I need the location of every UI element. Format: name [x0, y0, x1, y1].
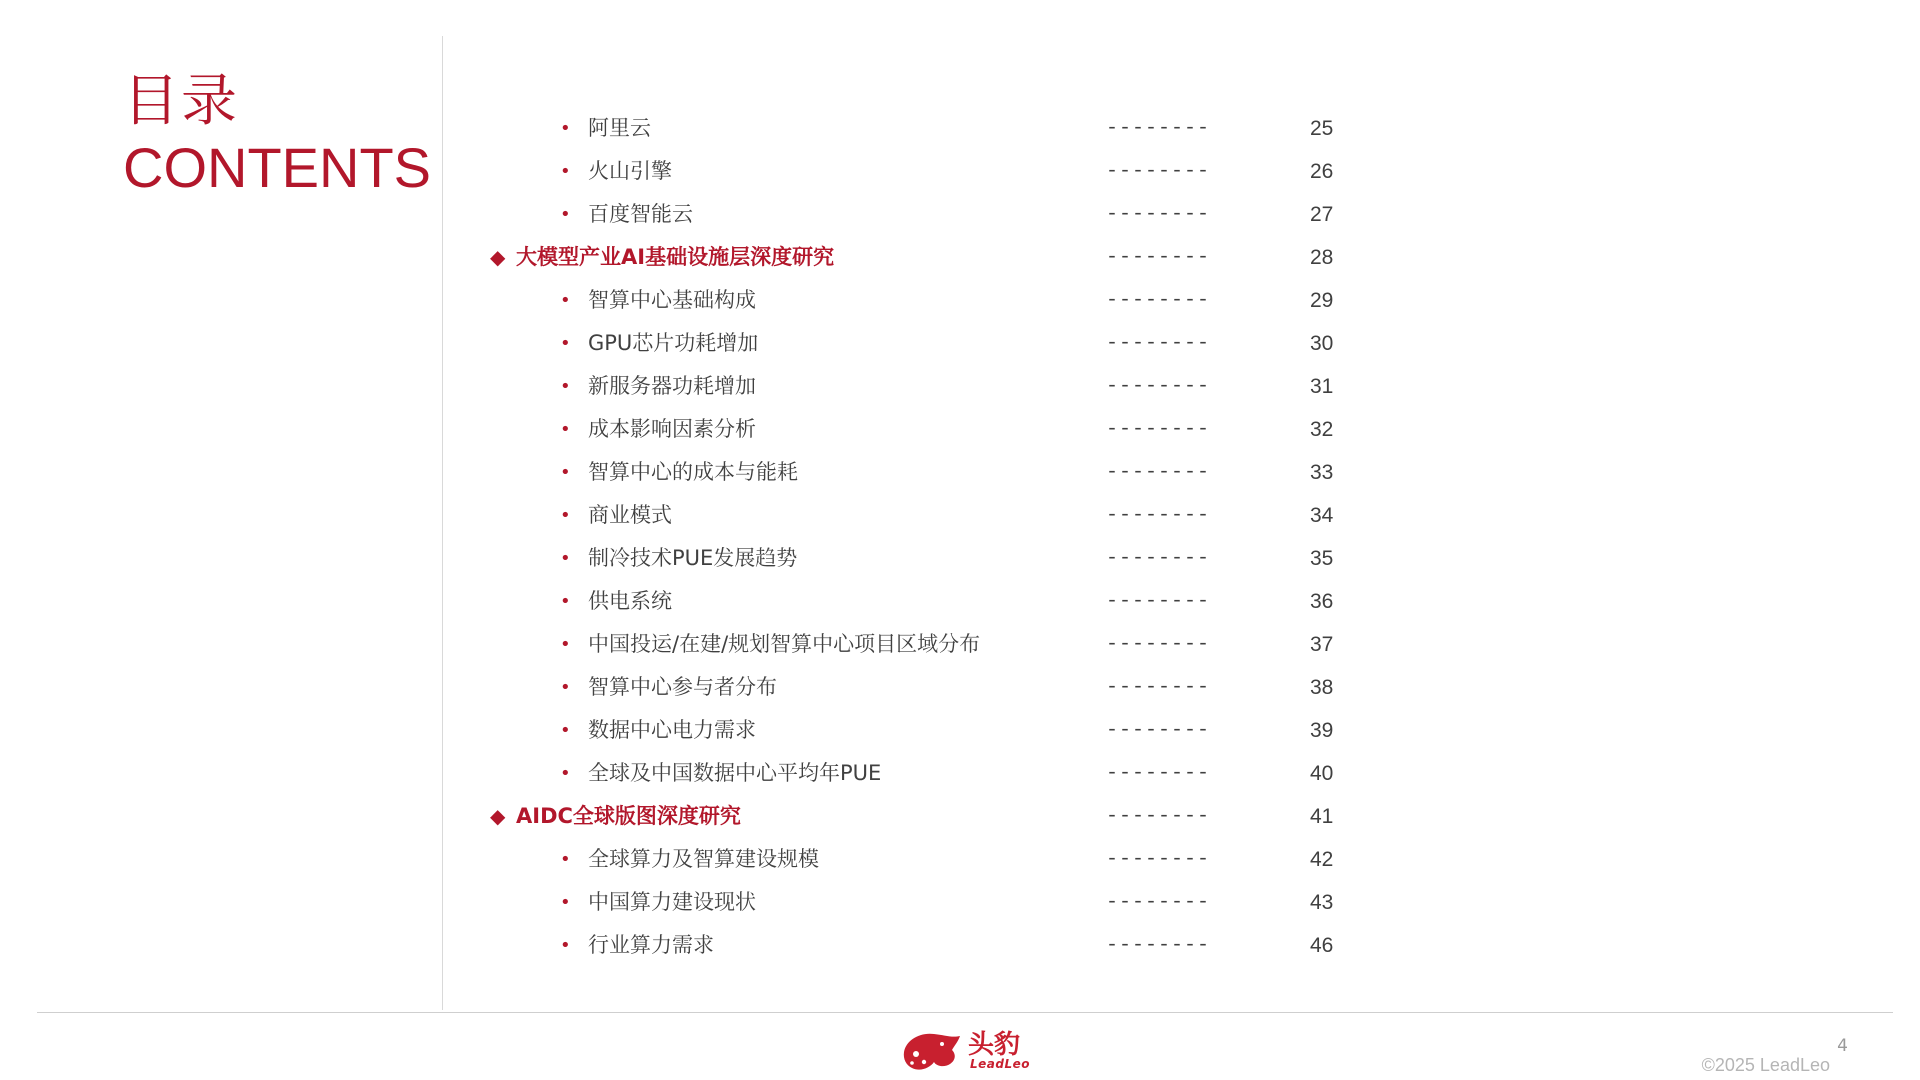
toc-item[interactable] — [0, 752, 1920, 795]
toc-item[interactable] — [0, 107, 1920, 150]
title-en: CONTENTS — [123, 136, 431, 199]
toc-page-number: 33 — [1310, 461, 1334, 484]
toc-page-number: 35 — [1310, 547, 1334, 570]
toc-page-number: 38 — [1310, 676, 1334, 699]
toc-item[interactable] — [0, 279, 1920, 322]
toc-page-number: 26 — [1310, 160, 1334, 183]
toc-page-number: 30 — [1310, 332, 1334, 355]
logo-text-cn: 头豹 — [968, 1030, 1021, 1060]
toc-item[interactable] — [0, 322, 1920, 365]
bullet-icon: • — [560, 591, 571, 612]
toc-item[interactable] — [0, 709, 1920, 752]
toc-page-number: 36 — [1310, 590, 1334, 613]
toc-item[interactable] — [0, 451, 1920, 494]
toc-label: 行业算力需求 — [588, 933, 714, 957]
bullet-icon: • — [560, 462, 571, 483]
bullet-icon: • — [560, 333, 571, 354]
toc-label: 商业模式 — [588, 503, 672, 527]
toc-leader: -------- — [1106, 246, 1211, 269]
toc-page-number: 28 — [1310, 246, 1334, 269]
toc-page-number: 34 — [1310, 504, 1334, 527]
table-of-contents — [0, 107, 1920, 967]
toc-section[interactable] — [0, 795, 1920, 838]
toc-item[interactable] — [0, 537, 1920, 580]
toc-item[interactable] — [0, 666, 1920, 709]
toc-leader: -------- — [1106, 418, 1211, 441]
bullet-icon: • — [560, 118, 571, 139]
footer-divider — [37, 1012, 1893, 1013]
toc-label: 供电系统 — [588, 589, 672, 613]
copyright: ©2025 LeadLeo — [1701, 1055, 1830, 1075]
toc-item[interactable] — [0, 365, 1920, 408]
bullet-icon: • — [560, 548, 571, 569]
toc-label: 大模型产业AI基础设施层深度研究 — [516, 245, 835, 269]
toc-leader: -------- — [1106, 375, 1211, 398]
logo-text-en: LeadLeo — [970, 1057, 1031, 1071]
toc-item[interactable] — [0, 150, 1920, 193]
toc-leader: -------- — [1106, 719, 1211, 742]
bullet-icon: • — [560, 376, 571, 397]
bullet-icon: • — [560, 161, 571, 182]
toc-label: 成本影响因素分析 — [588, 417, 756, 441]
toc-page-number: 41 — [1310, 805, 1334, 828]
toc-leader: -------- — [1106, 504, 1211, 527]
bullet-icon: • — [560, 290, 571, 311]
bullet-icon: • — [560, 935, 571, 956]
toc-label: 数据中心电力需求 — [588, 718, 756, 742]
toc-label: 新服务器功耗增加 — [588, 374, 756, 398]
bullet-icon: • — [560, 419, 571, 440]
title-cn: 目录 — [123, 69, 239, 134]
toc-page-number: 43 — [1310, 891, 1334, 914]
toc-page-number: 27 — [1310, 203, 1334, 226]
toc-label: 中国投运/在建/规划智算中心项目区域分布 — [588, 632, 981, 656]
diamond-icon: ◆ — [490, 804, 506, 828]
toc-page-number: 40 — [1310, 762, 1334, 785]
toc-leader: -------- — [1106, 203, 1211, 226]
toc-item[interactable] — [0, 580, 1920, 623]
page-number: 4 — [1837, 1036, 1848, 1056]
toc-item[interactable] — [0, 838, 1920, 881]
bullet-icon: • — [560, 505, 571, 526]
toc-leader: -------- — [1106, 289, 1211, 312]
toc-item[interactable] — [0, 494, 1920, 537]
toc-page-number: 39 — [1310, 719, 1334, 742]
toc-leader: -------- — [1106, 676, 1211, 699]
toc-item[interactable] — [0, 623, 1920, 666]
toc-page-number: 32 — [1310, 418, 1334, 441]
toc-item[interactable] — [0, 924, 1920, 967]
toc-label: 阿里云 — [588, 116, 651, 140]
toc-leader: -------- — [1106, 547, 1211, 570]
toc-leader: -------- — [1106, 590, 1211, 613]
toc-item[interactable] — [0, 408, 1920, 451]
toc-page-number: 42 — [1310, 848, 1334, 871]
toc-label: 智算中心参与者分布 — [588, 675, 777, 699]
bullet-icon: • — [560, 677, 571, 698]
toc-leader: -------- — [1106, 117, 1211, 140]
bullet-icon: • — [560, 763, 571, 784]
toc-leader: -------- — [1106, 762, 1211, 785]
toc-page-number: 46 — [1310, 934, 1334, 957]
toc-item[interactable] — [0, 193, 1920, 236]
toc-page-number: 37 — [1310, 633, 1334, 656]
toc-item[interactable] — [0, 881, 1920, 924]
toc-label: 中国算力建设现状 — [588, 890, 756, 914]
toc-leader: -------- — [1106, 633, 1211, 656]
toc-leader: -------- — [1106, 332, 1211, 355]
toc-page-number: 31 — [1310, 375, 1334, 398]
toc-label: 全球及中国数据中心平均年PUE — [588, 761, 882, 785]
toc-label: 智算中心基础构成 — [588, 288, 756, 312]
bullet-icon: • — [560, 892, 571, 913]
bullet-icon: • — [560, 634, 571, 655]
bullet-icon: • — [560, 204, 571, 225]
toc-leader: -------- — [1106, 848, 1211, 871]
toc-label: 火山引擎 — [588, 159, 672, 183]
toc-label: AIDC全球版图深度研究 — [516, 804, 741, 828]
toc-page-number: 25 — [1310, 117, 1334, 140]
toc-label: 百度智能云 — [588, 202, 693, 226]
toc-page-number: 29 — [1310, 289, 1334, 312]
toc-leader: -------- — [1106, 934, 1211, 957]
toc-label: GPU芯片功耗增加 — [588, 331, 759, 355]
toc-label: 全球算力及智算建设规模 — [588, 847, 819, 871]
toc-label: 智算中心的成本与能耗 — [588, 460, 798, 484]
toc-label: 制冷技术PUE发展趋势 — [588, 546, 798, 570]
toc-leader: -------- — [1106, 891, 1211, 914]
toc-leader: -------- — [1106, 805, 1211, 828]
diamond-icon: ◆ — [490, 245, 506, 269]
bullet-icon: • — [560, 720, 571, 741]
toc-leader: -------- — [1106, 461, 1211, 484]
bullet-icon: • — [560, 849, 571, 870]
toc-leader: -------- — [1106, 160, 1211, 183]
toc-section[interactable] — [0, 236, 1920, 279]
